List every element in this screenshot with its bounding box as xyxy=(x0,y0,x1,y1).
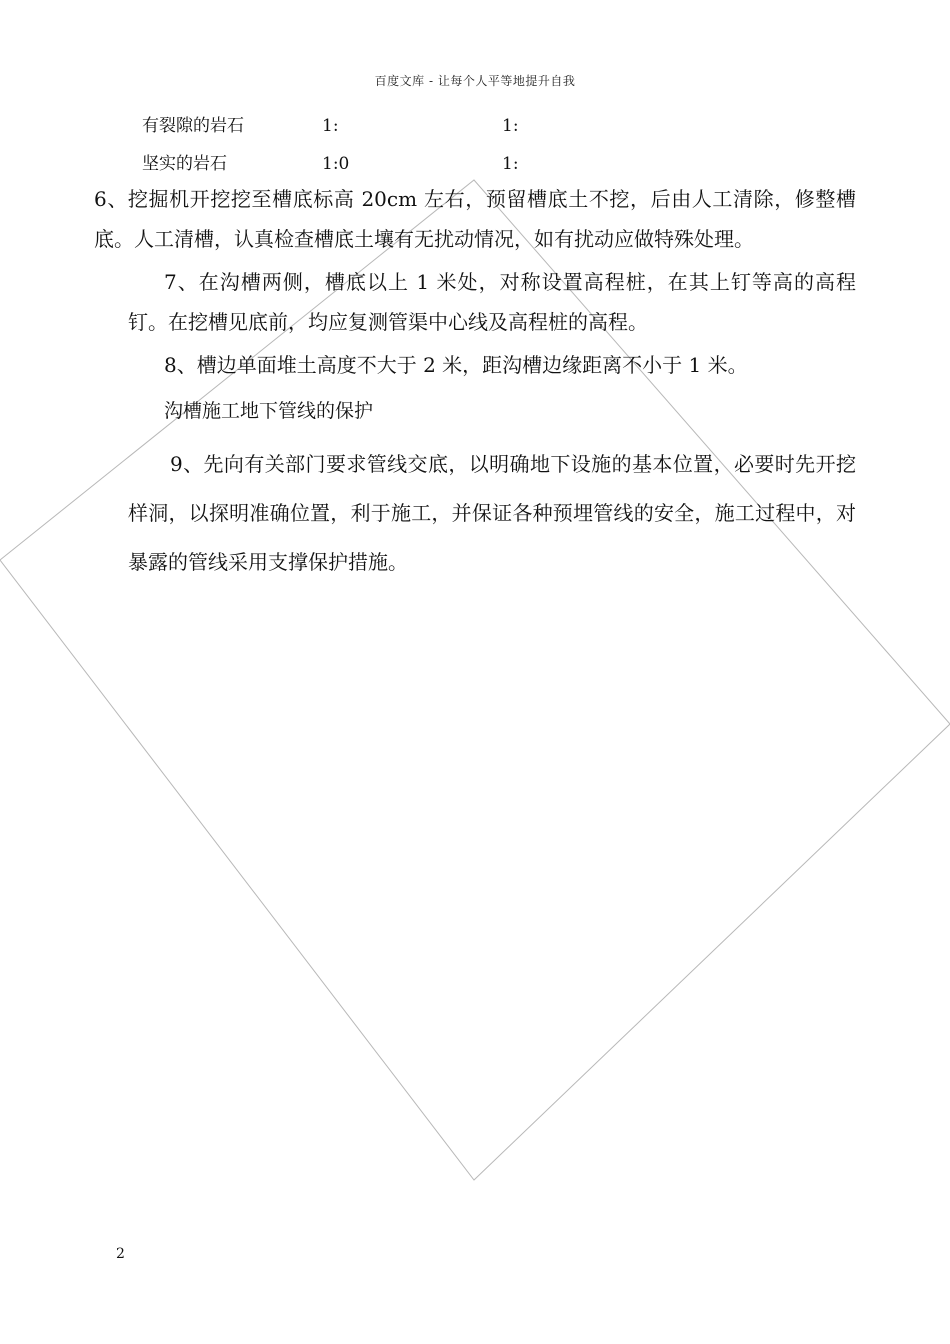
section-heading: 沟槽施工地下管线的保护 xyxy=(164,400,374,422)
paragraph-9: 9、先向有关部门要求管线交底，以明确地下设施的基本位置，必要时先开挖样洞，以探明准确位置，利于施工，并保证各种预埋管线的安全，施工过程中，对暴露的管线采用支撑保护措施。 xyxy=(128,452,856,574)
slope-ratio-value: 1:0 xyxy=(322,154,350,174)
slope-ratio-value: 1: xyxy=(322,116,339,136)
paragraph-8: 8、槽边单面堆土高度不大于 2 米，距沟槽边缘距离不小于 1 米。 xyxy=(164,353,748,377)
page-number: 2 xyxy=(116,1246,125,1262)
slope-ratio-value: 1: xyxy=(502,116,519,136)
soil-type-label: 坚实的岩石 xyxy=(142,154,227,174)
slope-ratio-value: 1: xyxy=(502,154,519,174)
paragraph-7: 7、在沟槽两侧，槽底以上 1 米处，对称设置高程桩，在其上钉等高的高程钉。在挖槽见底前，均应复测管渠中心线及高程桩的高程。 xyxy=(128,270,856,334)
paragraph-6: 6、挖掘机开挖挖至槽底标高 20cm 左右，预留槽底土不挖，后由人工清除，修整槽底。人工清槽，认真检查槽底土壤有无扰动情况，如有扰动应做特殊处理。 xyxy=(94,187,856,251)
document-header: 百度文库 - 让每个人平等地提升自我 xyxy=(374,74,576,88)
soil-type-label: 有裂隙的岩石 xyxy=(142,116,244,136)
